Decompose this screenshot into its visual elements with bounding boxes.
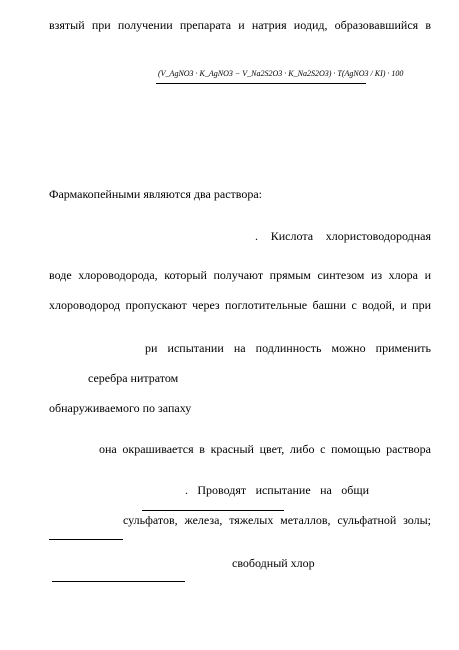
fraction-bar: [156, 83, 366, 84]
text-line-1: взятый при получении препарата и натрия иодид, образовавшийся в: [49, 18, 431, 32]
text-line-7: серебра нитратом: [88, 371, 179, 385]
formula-numerator: (V_AgNO3 · K_AgNO3 − V_Na2S2O3 · K_Na2S2O3) · T(AgNO3 / KI) · 100: [158, 69, 404, 78]
text-line-8: обнаруживаемого по запаху: [49, 401, 192, 415]
text-line-2: Фармакопейными являются два раствора:: [49, 187, 263, 201]
text-line-6: ри испытании на подлинность можно применить: [145, 341, 431, 355]
rule-line-1: [142, 510, 284, 511]
text-line-11: сульфатов, железа, тяжелых металлов, сульфатной золы;: [123, 513, 431, 527]
text-line-9: она окрашивается в красный цвет, либо с помощью раствора: [99, 442, 431, 456]
text-line-4: воде хлороводорода, который получают прямым синтезом из хлора и: [49, 268, 431, 282]
rule-line-3: [52, 581, 185, 582]
text-line-5: хлороводород пропускают через поглотительные башни с водой, и при: [49, 298, 431, 312]
text-line-3: . Кислота хлористоводородная: [255, 229, 431, 243]
text-line-12: свободный хлор: [232, 556, 315, 570]
rule-line-2: [49, 539, 123, 540]
text-line-10: . Проводят испытание на общи: [185, 483, 369, 497]
